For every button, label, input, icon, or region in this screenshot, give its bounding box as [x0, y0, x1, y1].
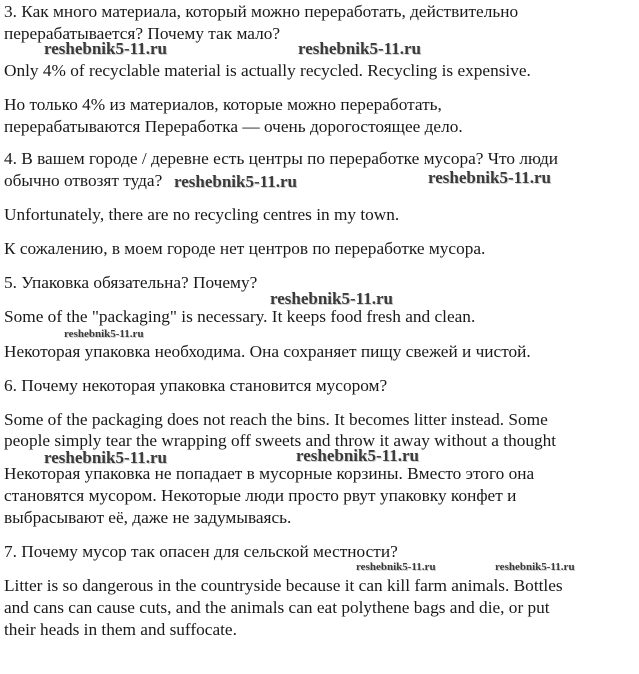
- answer-3-ru-line-1: Но только 4% из материалов, которые можно переработать,: [4, 95, 442, 114]
- answer-5-ru-line-1: Некоторая упаковка необходима. Она сохраняет пищу свежей и чистой.: [4, 342, 531, 361]
- watermark: reshebnik5-11.ru: [356, 561, 436, 573]
- watermark: reshebnik5-11.ru: [270, 289, 393, 308]
- watermark: reshebnik5-11.ru: [44, 448, 167, 467]
- answer-4-en-line-1: Unfortunately, there are no recycling centres in my town.: [4, 205, 400, 224]
- answer-6-ru-line-3: выбрасывают её, даже не задумываясь.: [4, 508, 292, 527]
- watermark: reshebnik5-11.ru: [495, 561, 575, 573]
- answer-7-en-line-3: their heads in them and suffocate.: [4, 620, 237, 639]
- answer-6-en-line-2: people simply tear the wrapping off sweets and throw it away without a thought: [4, 431, 557, 450]
- answer-6-ru-line-2: становятся мусором. Некоторые люди просто рвут упаковку конфет и: [4, 486, 517, 505]
- answer-4-ru-line-1: К сожалению, в моем городе нет центров по переработке мусора.: [4, 239, 486, 258]
- watermark: reshebnik5-11.ru: [174, 172, 297, 191]
- watermark: reshebnik5-11.ru: [428, 168, 551, 187]
- watermark: reshebnik5-11.ru: [298, 39, 421, 58]
- answer-7-en-line-2: and cans can cause cuts, and the animals can eat polythene bags and die, or put: [4, 598, 550, 617]
- question-6-line-1: 6. Почему некоторая упаковка становится мусором?: [4, 376, 388, 395]
- watermark: reshebnik5-11.ru: [296, 446, 419, 465]
- question-7-line-1: 7. Почему мусор так опасен для сельской местности?: [4, 542, 398, 561]
- question-3-line-2: перерабатывается? Почему так мало?: [4, 24, 281, 43]
- answer-3-ru-line-2: перерабатываются Переработка — очень дорогостоящее дело.: [4, 117, 463, 136]
- watermark: reshebnik5-11.ru: [44, 39, 167, 58]
- answer-7-en-line-1: Litter is so dangerous in the countryside because it can kill farm animals. Bottles: [4, 576, 563, 595]
- answer-6-ru-line-1: Некоторая упаковка не попадает в мусорные корзины. Вместо этого она: [4, 464, 535, 483]
- watermark: reshebnik5-11.ru: [64, 328, 144, 340]
- answer-3-en-line-1: Only 4% of recyclable material is actually recycled. Recycling is expensive.: [4, 61, 531, 80]
- question-4-line-2: обычно отвозят туда?: [4, 171, 163, 190]
- question-5-line-1: 5. Упаковка обязательна? Почему?: [4, 273, 258, 292]
- answer-5-en-line-1: Some of the "packaging" is necessary. It keeps food fresh and clean.: [4, 307, 476, 326]
- question-3-line-1: 3. Как много материала, который можно переработать, действительно: [4, 2, 519, 21]
- question-4-line-1: 4. В вашем городе / деревне есть центры по переработке мусора? Что люди: [4, 149, 559, 168]
- answer-6-en-line-1: Some of the packaging does not reach the bins. It becomes litter instead. Some: [4, 410, 548, 429]
